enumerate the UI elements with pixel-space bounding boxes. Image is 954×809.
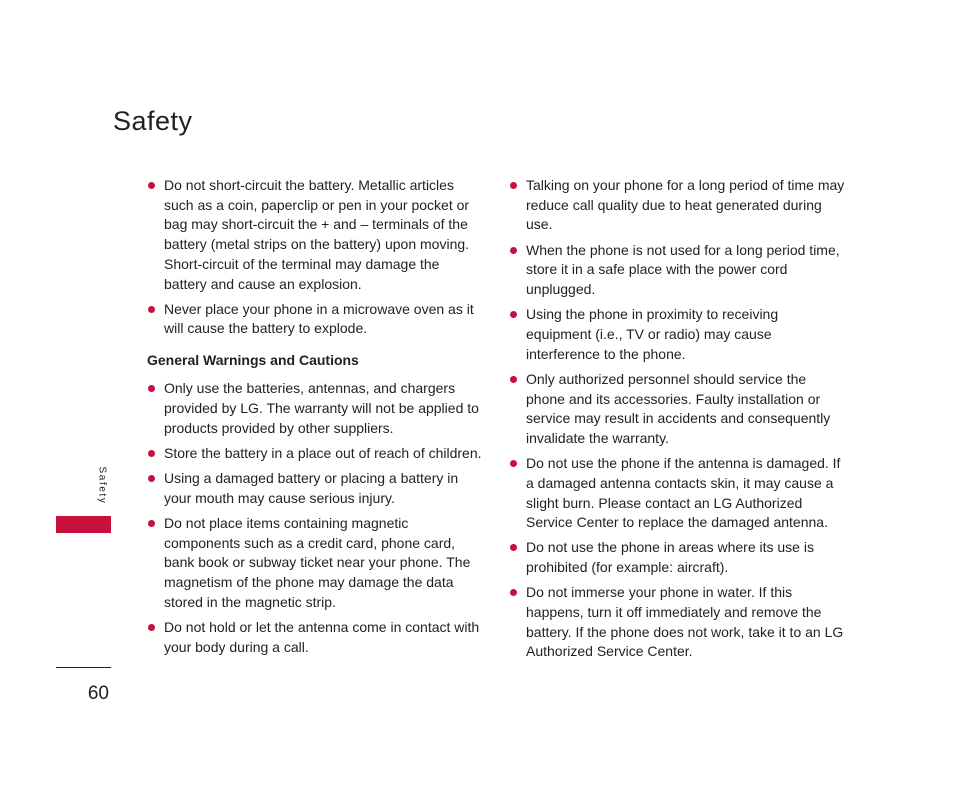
section-tab-marker bbox=[56, 516, 111, 533]
bullet-dot-icon bbox=[148, 182, 155, 189]
list-item-text: Never place your phone in a microwave oven as it will cause the battery to explode. bbox=[164, 300, 474, 337]
list-item bbox=[147, 618, 482, 657]
list-item bbox=[147, 514, 482, 613]
list-item bbox=[509, 241, 845, 300]
page-title: Safety bbox=[113, 106, 193, 136]
list-item bbox=[509, 305, 845, 364]
list-item-text: Using a damaged battery or placing a battery in your mouth may cause serious injury. bbox=[164, 469, 459, 506]
bullet-dot-icon bbox=[510, 376, 517, 383]
list-item bbox=[509, 370, 845, 449]
list-item bbox=[509, 538, 845, 577]
list-item-text: Do not immerse your phone in water. If this happens, turn it off immediately and remove the battery. If the phone does not work, take it to an LG Authorized Service Center. bbox=[526, 584, 844, 660]
list-item-text: Do not short-circuit the battery. Metallic articles such as a coin, paperclip or pen in your pocket or bag may short-circuit the + and – terminals of the battery (metal strips on the battery) upon moving. Short-circuit of the terminal may damage the battery and cause an explosion. bbox=[164, 177, 470, 292]
list-item-text: Do not use the phone in areas where its use is prohibited (for example: aircraft). bbox=[526, 539, 814, 576]
bullet-dot-icon bbox=[148, 306, 155, 313]
left-column bbox=[147, 176, 482, 663]
list-item-text: Store the battery in a place out of reach of children. bbox=[164, 444, 482, 461]
bullet-dot-icon bbox=[510, 311, 517, 318]
bullet-dot-icon bbox=[510, 589, 517, 596]
page-number: 60 bbox=[87, 683, 109, 704]
bullet-dot-icon bbox=[148, 624, 155, 631]
bullet-dot-icon bbox=[510, 460, 517, 467]
right-column bbox=[509, 176, 845, 668]
list-item-text: Do not use the phone if the antenna is damaged. If a damaged antenna contacts skin, it may cause a slight burn. Please contact an LG Authorized Service Center to replace the damaged antenna. bbox=[526, 455, 841, 531]
bullet-dot-icon bbox=[148, 520, 155, 527]
section-side-label-text: Safety bbox=[96, 466, 108, 504]
bullet-dot-icon bbox=[148, 450, 155, 457]
list-item bbox=[147, 444, 482, 464]
left-bullet-list-bottom bbox=[147, 379, 482, 657]
list-item-text: Using the phone in proximity to receiving equipment (i.e., TV or radio) may cause interference to the phone. bbox=[526, 306, 779, 362]
page-number-divider bbox=[56, 667, 111, 668]
section-subheading: General Warnings and Cautions bbox=[147, 352, 359, 369]
list-item-text: Only use the batteries, antennas, and chargers provided by LG. The warranty will not be applied to products provided by other suppliers. bbox=[164, 380, 479, 436]
list-item-text: When the phone is not used for a long period time, store it in a safe place with the power cord unplugged. bbox=[526, 241, 840, 298]
list-item bbox=[147, 176, 482, 294]
list-item-text: Talking on your phone for a long period of time may reduce call quality due to heat generated during use. bbox=[526, 177, 845, 233]
list-item bbox=[147, 379, 482, 438]
list-item bbox=[509, 583, 845, 662]
bullet-dot-icon bbox=[510, 544, 517, 551]
bullet-dot-icon bbox=[510, 182, 517, 189]
section-side-label bbox=[80, 460, 124, 510]
list-item-text: Do not hold or let the antenna come in contact with your body during a call. bbox=[164, 618, 480, 655]
list-item bbox=[147, 300, 482, 339]
list-item-text: Do not place items containing magnetic components such as a credit card, phone card, bank book or subway ticket near your phone. The magnetism of the phone may damage the data stored in the magnetic strip. bbox=[164, 514, 471, 610]
list-item bbox=[509, 454, 845, 533]
bullet-dot-icon bbox=[148, 385, 155, 392]
left-bullet-list-top bbox=[147, 176, 482, 339]
list-item-text: Only authorized personnel should service the phone and its accessories. Faulty installation or service may result in accidents and consequently invalidate the warranty. bbox=[526, 370, 831, 446]
list-item bbox=[509, 176, 845, 235]
right-bullet-list bbox=[509, 176, 845, 662]
bullet-dot-icon bbox=[510, 247, 517, 254]
list-item bbox=[147, 469, 482, 508]
bullet-dot-icon bbox=[148, 475, 155, 482]
